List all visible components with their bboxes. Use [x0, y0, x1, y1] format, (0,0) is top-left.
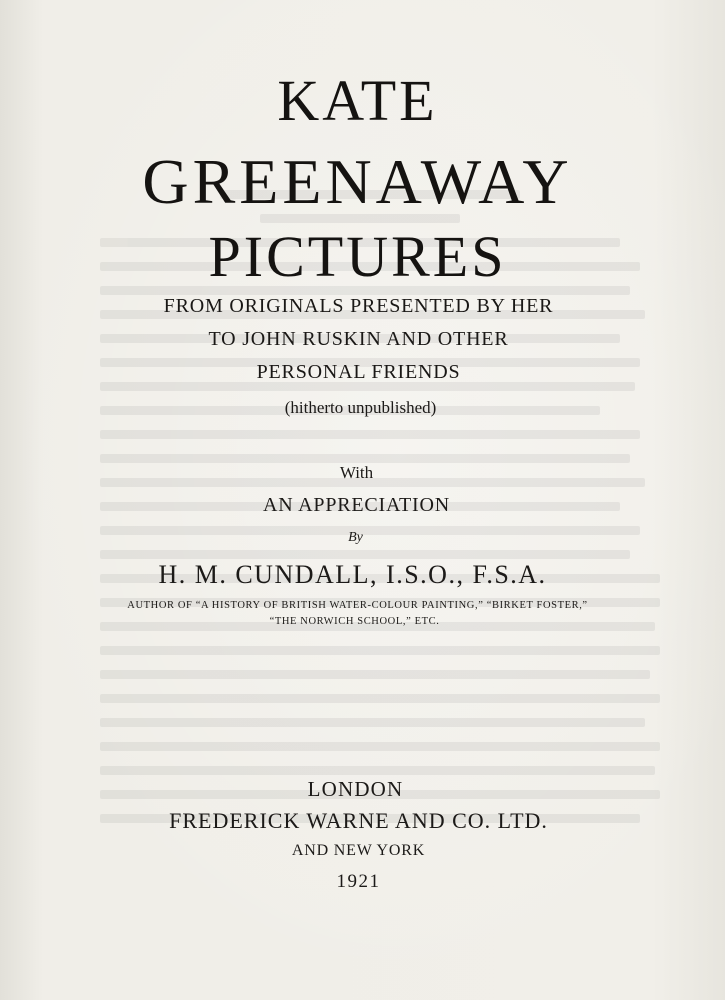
author-credits-line-1: AUTHOR OF “A HISTORY OF BRITISH WATER-COLOUR PAINTING,” “BIRKET FOSTER,” [127, 600, 588, 611]
appreciation-heading: AN APPRECIATION [262, 494, 451, 516]
subtitle-line-1: FROM ORIGINALS PRESENTED BY HER [163, 295, 554, 317]
imprint-year: 1921 [336, 871, 381, 892]
title-line-2: GREENAWAY [142, 146, 573, 217]
title-line-1: KATE [277, 68, 438, 133]
by-text: By [348, 530, 363, 545]
unpublished-note: (hitherto unpublished) [284, 398, 437, 417]
author-credits-line-2: “THE NORWICH SCHOOL,” ETC. [269, 616, 440, 627]
imprint-also: AND NEW YORK [291, 842, 426, 859]
with-text: With [339, 463, 374, 482]
title-line-3: PICTURES [208, 224, 507, 289]
subtitle-line-2: TO JOHN RUSKIN AND OTHER [208, 328, 509, 350]
subtitle-line-3: PERSONAL FRIENDS [256, 361, 461, 383]
imprint-city: LONDON [307, 777, 404, 801]
author-name: H. M. CUNDALL, I.S.O., F.S.A. [158, 560, 547, 589]
imprint-publisher: FREDERICK WARNE AND CO. LTD. [169, 808, 548, 833]
